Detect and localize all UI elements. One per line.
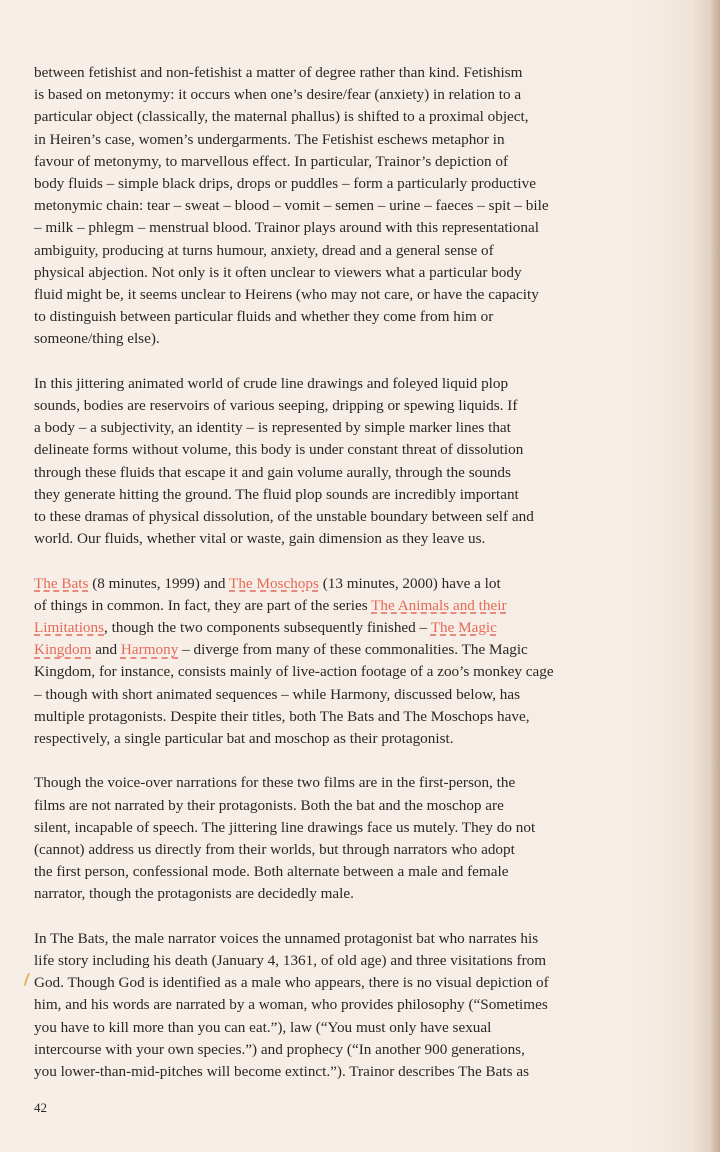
text-line <box>34 528 604 550</box>
text-segment: , though the two components subsequently finished – <box>104 619 431 637</box>
text-segment: fluid might be, it seems unclear to Heirens (who may not care, or have the capacity <box>34 286 539 304</box>
page-number: 42 <box>34 1100 47 1115</box>
text-line <box>34 706 604 728</box>
text-segment: between fetishist and non-fetishist a matter of degree rather than kind. Fetishism <box>34 64 523 81</box>
margin-pen-mark <box>24 973 30 987</box>
text-segment: Though the voice-over narrations for these two films are in the first-person, the <box>34 774 516 792</box>
text-segment: favour of metonymy, to marvellous effect. In particular, Trainor’s depiction of <box>34 152 509 170</box>
text-line <box>34 173 604 195</box>
text-segment: through these fluids that escape it and gain volume aurally, through the sounds <box>34 463 511 481</box>
text-segment: the first person, confessional mode. Both alternate between a male and female <box>34 863 509 881</box>
film-title-reference: The Moschops <box>229 574 319 592</box>
text-segment: is based on metonymy: it occurs when one’s desire/fear (anxiety) in relation to a <box>34 86 522 104</box>
text-segment: of things in common. In fact, they are part of the series <box>34 596 372 614</box>
text-segment: world. Our fluids, whether vital or waste, gain dimension as they leave us. <box>34 530 486 548</box>
text-segment: – milk – phlegm – menstrual blood. Trainor plays around with this representational <box>34 219 539 237</box>
film-title-reference: Limitations <box>34 619 105 637</box>
film-title-reference: The Magic <box>430 619 497 637</box>
text-line <box>34 817 604 839</box>
text-segment: and <box>91 641 121 659</box>
text-line <box>34 417 604 439</box>
text-line <box>34 928 604 950</box>
body-text <box>34 62 604 1105</box>
text-segment: silent, incapable of speech. The jittering line drawings face us mutely. They do not <box>34 818 536 836</box>
text-line <box>34 684 604 706</box>
text-segment: to these dramas of physical dissolution, of the unstable boundary between self and <box>34 508 534 526</box>
text-line <box>34 595 604 617</box>
text-line <box>34 328 604 350</box>
paragraph <box>34 928 604 1083</box>
text-line <box>34 262 604 284</box>
text-segment: In The Bats, the male narrator voices the unnamed protagonist bat who narrates his <box>34 929 539 947</box>
text-line <box>34 972 604 994</box>
text-line <box>34 573 604 595</box>
text-line <box>34 772 604 794</box>
text-line <box>34 1061 604 1083</box>
paragraph <box>34 772 604 905</box>
text-line <box>34 1039 604 1061</box>
film-title-reference: Harmony <box>120 641 179 659</box>
text-line <box>34 883 604 905</box>
text-line <box>34 373 604 395</box>
text-segment: sounds, bodies are reservoirs of various seeping, dripping or spewing liquids. If <box>34 397 518 415</box>
text-line <box>34 795 604 817</box>
text-line <box>34 195 604 217</box>
text-segment: someone/thing else). <box>34 330 160 348</box>
text-segment: they generate hitting the ground. The fluid plop sounds are incredibly important <box>34 485 519 503</box>
text-line <box>34 861 604 883</box>
text-segment: metonymic chain: tear – sweat – blood – vomit – semen – urine – faeces – spit – bile <box>34 197 549 215</box>
text-line <box>34 994 604 1016</box>
film-title-reference: The Bats <box>34 574 89 592</box>
text-segment: intercourse with your own species.”) and prophecy (“In another 900 generations, <box>34 1040 525 1058</box>
text-segment: to distinguish between particular fluids and whether they come from him or <box>34 308 494 326</box>
text-segment: – diverge from many of these commonalities. The Magic <box>178 641 528 659</box>
text-segment: Kingdom, for instance, consists mainly of live-action footage of a zoo’s monkey cage <box>34 663 554 681</box>
text-segment: life story including his death (January 4, 1361, of old age) and three visitations from <box>34 952 547 970</box>
text-segment: him, and his words are narrated by a woman, who provides philosophy (“Sometimes <box>34 996 548 1014</box>
text-segment: – though with short animated sequences – while Harmony, discussed below, has <box>34 685 521 703</box>
text-segment: ambiguity, producing at turns humour, anxiety, dread and a general sense of <box>34 241 494 259</box>
text-segment: (cannot) address us directly from their worlds, but through narrators who adopt <box>34 841 515 859</box>
text-line <box>34 106 604 128</box>
text-line <box>34 728 604 750</box>
text-line <box>34 84 604 106</box>
text-segment: delineate forms without volume, this body is under constant threat of dissolution <box>34 441 524 459</box>
text-segment: in Heiren’s case, women’s undergarments. The Fetishist eschews metaphor in <box>34 130 505 148</box>
text-line <box>34 395 604 417</box>
text-line <box>34 639 604 661</box>
text-segment: body fluids – simple black drips, drops or puddles – form a particularly productive <box>34 175 536 193</box>
text-line <box>34 839 604 861</box>
text-line <box>34 217 604 239</box>
text-line <box>34 484 604 506</box>
text-segment: respectively, a single particular bat and moschop as their protagonist. <box>34 730 454 748</box>
text-segment: particular object (classically, the maternal phallus) is shifted to a proximal object, <box>34 108 529 126</box>
film-title-reference: Kingdom <box>34 641 92 659</box>
text-line <box>34 462 604 484</box>
text-line <box>34 439 604 461</box>
film-title-reference: The Animals and their <box>371 596 507 614</box>
text-segment: you have to kill more than you can eat.”), law (“You must only have sexual <box>34 1018 492 1036</box>
text-line <box>34 151 604 173</box>
text-segment: films are not narrated by their protagonists. Both the bat and the moschop are <box>34 796 504 814</box>
text-line <box>34 129 604 151</box>
text-segment: a body – a subjectivity, an identity – is represented by simple marker lines that <box>34 419 511 437</box>
text-line <box>34 62 604 84</box>
text-segment: multiple protagonists. Despite their titles, both The Bats and The Moschops have, <box>34 707 530 725</box>
text-segment: In this jittering animated world of crude line drawings and foleyed liquid plop <box>34 374 509 392</box>
paragraph <box>34 62 604 351</box>
paragraph <box>34 373 604 551</box>
page-gutter-shadow <box>710 0 720 1152</box>
text-line <box>34 240 604 262</box>
paragraph <box>34 573 604 751</box>
text-line <box>34 617 604 639</box>
text-line <box>34 284 604 306</box>
text-segment: (13 minutes, 2000) have a lot <box>318 574 501 592</box>
text-line <box>34 950 604 972</box>
text-segment: God. Though God is identified as a male who appears, there is no visual depiction of <box>34 974 549 992</box>
text-segment: narrator, though the protagonists are decidedly male. <box>34 885 354 903</box>
text-line <box>34 1017 604 1039</box>
text-segment: you lower-than-mid-pitches will become extinct.”). Trainor describes The Bats as <box>34 1063 529 1081</box>
text-segment: (8 minutes, 1999) and <box>88 574 230 592</box>
text-line <box>34 306 604 328</box>
text-line <box>34 506 604 528</box>
text-line <box>34 661 604 683</box>
text-segment: physical abjection. Not only is it often unclear to viewers what a particular body <box>34 263 522 281</box>
